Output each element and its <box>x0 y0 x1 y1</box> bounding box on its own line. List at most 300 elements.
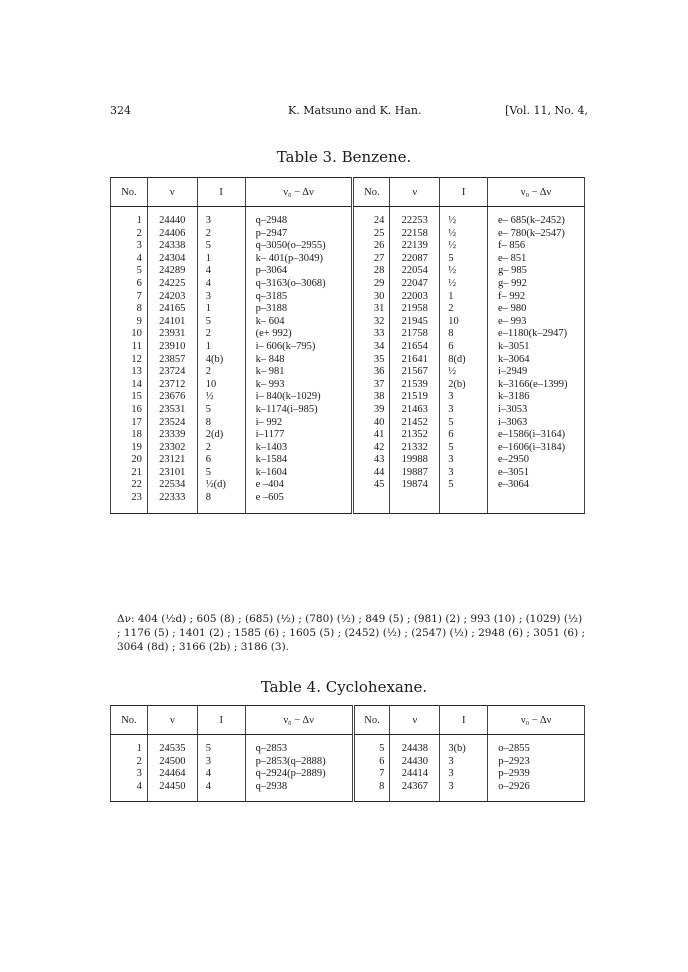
cell-intensity: 3 <box>440 391 488 404</box>
cell-no: 3 <box>111 240 148 253</box>
table-row <box>111 404 585 417</box>
cell-intensity: 2 <box>197 442 245 455</box>
cell-no: 4 <box>111 253 148 266</box>
cell-no: 14 <box>111 379 148 392</box>
cell-no: 22 <box>111 479 148 492</box>
cell-intensity: 8 <box>197 417 245 430</box>
cell-no: 12 <box>111 354 148 367</box>
cell-no: 29 <box>353 278 390 291</box>
cell-assignment: k– 993 <box>245 379 353 392</box>
empty-cell <box>488 793 585 802</box>
cell-assignment: i–3063 <box>488 417 585 430</box>
cell-intensity: 5 <box>197 743 245 756</box>
cell-wavenumber: 24101 <box>147 316 197 329</box>
col-header-i: I <box>197 178 245 207</box>
col-header-shift: ν₀ − Δν <box>245 178 353 207</box>
empty-cell <box>111 505 148 514</box>
cell-wavenumber: 19887 <box>390 467 440 480</box>
empty-cell <box>390 505 440 514</box>
empty-cell <box>245 793 353 802</box>
table-row <box>111 354 585 367</box>
cell-assignment: e–3051 <box>488 467 585 480</box>
table-row <box>111 265 585 278</box>
cell-assignment: k– 981 <box>245 366 353 379</box>
cell-intensity: 2 <box>197 328 245 341</box>
cell-wavenumber: 22087 <box>390 253 440 266</box>
empty-cell <box>147 793 197 802</box>
cell-intensity: 4(b) <box>197 354 245 367</box>
cell-intensity: 8 <box>440 328 488 341</box>
table-row <box>111 328 585 341</box>
cell-no: 17 <box>111 417 148 430</box>
cell-wavenumber: 24225 <box>147 278 197 291</box>
cell-assignment: i– 606(k–795) <box>245 341 353 354</box>
cell-wavenumber: 23724 <box>147 366 197 379</box>
cell-intensity: ½ <box>197 391 245 404</box>
table-row <box>111 240 585 253</box>
cell-wavenumber: 24406 <box>147 228 197 241</box>
cell-intensity: 5 <box>440 479 488 492</box>
cell-assignment: k–3064 <box>488 354 585 367</box>
empty-cell <box>353 793 390 802</box>
col-header-shift: ν₀ − Δν <box>488 178 585 207</box>
cell-wavenumber: 24304 <box>147 253 197 266</box>
cell-assignment: i– 840(k–1029) <box>245 391 353 404</box>
cell-no: 3 <box>111 768 148 781</box>
cell-wavenumber: 24289 <box>147 265 197 278</box>
cell-no: 20 <box>111 454 148 467</box>
cell-intensity: 2 <box>440 303 488 316</box>
cell-intensity: 2 <box>197 366 245 379</box>
empty-cell <box>440 735 488 744</box>
col-header-i: I <box>197 706 245 735</box>
cell-wavenumber: 21519 <box>390 391 440 404</box>
cell-wavenumber: 23121 <box>147 454 197 467</box>
cell-no: 23 <box>111 492 148 505</box>
col-header-nu: ν <box>147 706 197 735</box>
cell-assignment: e–1606(i–3184) <box>488 442 585 455</box>
cell-wavenumber: 23302 <box>147 442 197 455</box>
cell-assignment: q–2948 <box>245 215 353 228</box>
cell-intensity: 2 <box>197 228 245 241</box>
cell-no: 9 <box>111 316 148 329</box>
cell-assignment: p–2923 <box>488 756 585 769</box>
cell-no: 45 <box>353 479 390 492</box>
cell-no: 16 <box>111 404 148 417</box>
cell-no: 25 <box>353 228 390 241</box>
cell-intensity: ½(d) <box>197 479 245 492</box>
table-header-row <box>111 706 585 735</box>
empty-cell <box>440 207 488 216</box>
col-header-no: No. <box>111 178 148 207</box>
empty-cell <box>197 505 245 514</box>
table-row <box>111 291 585 304</box>
cell-wavenumber: 21641 <box>390 354 440 367</box>
cell-assignment: e– 685(k–2452) <box>488 215 585 228</box>
empty-cell <box>111 793 148 802</box>
cell-assignment: i– 992 <box>245 417 353 430</box>
table-end-row <box>111 793 585 802</box>
table-row <box>111 492 585 505</box>
empty-cell <box>440 505 488 514</box>
empty-cell <box>488 207 585 216</box>
cell-no: 33 <box>353 328 390 341</box>
cell-intensity: 5 <box>440 442 488 455</box>
cell-assignment: e– 993 <box>488 316 585 329</box>
col-header-no: No. <box>353 178 390 207</box>
col-header-shift: ν₀ − Δν <box>245 706 353 735</box>
cell-no: 35 <box>353 354 390 367</box>
col-header-no: No. <box>111 706 148 735</box>
cell-intensity: 1 <box>197 303 245 316</box>
volume-info: [Vol. 11, No. 4, <box>505 104 588 117</box>
table-row <box>111 366 585 379</box>
cell-intensity: 1 <box>440 291 488 304</box>
cell-intensity: 3 <box>440 756 488 769</box>
cell-intensity: 10 <box>440 316 488 329</box>
cell-intensity: ½ <box>440 215 488 228</box>
cell-no: 1 <box>111 215 148 228</box>
cell-wavenumber: 24464 <box>147 768 197 781</box>
table-header-row <box>111 178 585 207</box>
empty-cell <box>488 505 585 514</box>
table-spacer-row <box>111 735 585 744</box>
table-row <box>111 454 585 467</box>
cell-intensity: 10 <box>197 379 245 392</box>
cell-no: 5 <box>353 743 390 756</box>
cell-intensity: ½ <box>440 240 488 253</box>
cell-no: 32 <box>353 316 390 329</box>
cell-no: 2 <box>111 756 148 769</box>
cell-intensity: ½ <box>440 278 488 291</box>
cell-intensity <box>440 492 488 505</box>
cell-wavenumber: 21332 <box>390 442 440 455</box>
cell-wavenumber: 22158 <box>390 228 440 241</box>
cell-no: 7 <box>111 291 148 304</box>
page-number: 324 <box>110 104 131 117</box>
cell-wavenumber: 24203 <box>147 291 197 304</box>
table-row <box>111 429 585 442</box>
cell-assignment: q–3163(o–3068) <box>245 278 353 291</box>
cell-intensity: 4 <box>197 265 245 278</box>
empty-cell <box>111 735 148 744</box>
cell-wavenumber: 22003 <box>390 291 440 304</box>
cell-no: 8 <box>353 781 390 794</box>
cell-assignment: q–2938 <box>245 781 353 794</box>
cell-assignment: f– 992 <box>488 291 585 304</box>
cell-no: 43 <box>353 454 390 467</box>
cell-assignment: q–3185 <box>245 291 353 304</box>
cell-assignment: e–1586(i–3164) <box>488 429 585 442</box>
empty-cell <box>245 735 353 744</box>
cell-wavenumber: 21352 <box>390 429 440 442</box>
cell-no: 24 <box>353 215 390 228</box>
cell-assignment: o–2926 <box>488 781 585 794</box>
table-row <box>111 467 585 480</box>
table-row <box>111 341 585 354</box>
cell-assignment: g– 985 <box>488 265 585 278</box>
cell-no: 31 <box>353 303 390 316</box>
cell-wavenumber: 22253 <box>390 215 440 228</box>
cell-no <box>353 492 390 505</box>
cell-intensity: 3 <box>440 454 488 467</box>
cell-intensity: ½ <box>440 228 488 241</box>
cell-assignment: e– 851 <box>488 253 585 266</box>
table-row <box>111 756 585 769</box>
table-row <box>111 479 585 492</box>
cell-wavenumber: 19988 <box>390 454 440 467</box>
table-row <box>111 379 585 392</box>
cell-assignment: p–2939 <box>488 768 585 781</box>
cell-intensity: 5 <box>440 253 488 266</box>
cell-assignment: e–2950 <box>488 454 585 467</box>
cell-assignment: k–1584 <box>245 454 353 467</box>
empty-cell <box>147 735 197 744</box>
cell-no: 21 <box>111 467 148 480</box>
cell-no: 11 <box>111 341 148 354</box>
cell-no: 36 <box>353 366 390 379</box>
cell-wavenumber: 19874 <box>390 479 440 492</box>
cell-assignment: k– 848 <box>245 354 353 367</box>
cell-wavenumber: 23339 <box>147 429 197 442</box>
table-row <box>111 253 585 266</box>
cell-wavenumber: 23857 <box>147 354 197 367</box>
cell-no: 6 <box>111 278 148 291</box>
cell-wavenumber: 23524 <box>147 417 197 430</box>
cell-wavenumber: 24500 <box>147 756 197 769</box>
cell-assignment: q–2853 <box>245 743 353 756</box>
cell-intensity: 4 <box>197 768 245 781</box>
cell-intensity: ½ <box>440 265 488 278</box>
table-end-row <box>111 505 585 514</box>
cell-assignment: i–1177 <box>245 429 353 442</box>
table-row <box>111 442 585 455</box>
table-row <box>111 743 585 756</box>
cell-no: 4 <box>111 781 148 794</box>
cell-wavenumber: 22534 <box>147 479 197 492</box>
table3-caption: Table 3. Benzene. <box>276 148 412 166</box>
cell-intensity: 5 <box>197 404 245 417</box>
empty-cell <box>147 505 197 514</box>
cell-intensity: 2(b) <box>440 379 488 392</box>
cell-assignment: e –404 <box>245 479 353 492</box>
cell-intensity: 8(d) <box>440 354 488 367</box>
cell-no: 10 <box>111 328 148 341</box>
cell-intensity: 5 <box>197 240 245 253</box>
cell-wavenumber: 21654 <box>390 341 440 354</box>
cell-wavenumber: 23931 <box>147 328 197 341</box>
cell-no: 5 <box>111 265 148 278</box>
cell-intensity: 2(d) <box>197 429 245 442</box>
cell-assignment: k– 401(p–3049) <box>245 253 353 266</box>
cell-intensity: ½ <box>440 366 488 379</box>
cell-no: 18 <box>111 429 148 442</box>
empty-cell <box>245 207 353 216</box>
empty-cell <box>440 793 488 802</box>
cell-intensity: 3 <box>197 756 245 769</box>
cell-intensity: 4 <box>197 781 245 794</box>
empty-cell <box>390 207 440 216</box>
cell-wavenumber: 23712 <box>147 379 197 392</box>
table4-caption: Table 4. Cyclohexane. <box>260 678 428 696</box>
cell-intensity: 8 <box>197 492 245 505</box>
cell-intensity: 4 <box>197 278 245 291</box>
empty-cell <box>197 207 245 216</box>
cell-no: 26 <box>353 240 390 253</box>
cell-no: 41 <box>353 429 390 442</box>
cell-assignment: p–2853(q–2888) <box>245 756 353 769</box>
table-spacer-row <box>111 207 585 216</box>
cell-wavenumber <box>390 492 440 505</box>
empty-cell <box>197 793 245 802</box>
cell-intensity: 5 <box>197 467 245 480</box>
empty-cell <box>147 207 197 216</box>
cell-assignment: e–1180(k–2947) <box>488 328 585 341</box>
cell-assignment: k–1174(i–985) <box>245 404 353 417</box>
cell-no: 40 <box>353 417 390 430</box>
cell-no: 8 <box>111 303 148 316</box>
cell-assignment: p–3188 <box>245 303 353 316</box>
cell-wavenumber: 21945 <box>390 316 440 329</box>
table-row <box>111 215 585 228</box>
cell-no: 30 <box>353 291 390 304</box>
cell-assignment: (e+ 992) <box>245 328 353 341</box>
cell-no: 19 <box>111 442 148 455</box>
cell-wavenumber: 21567 <box>390 366 440 379</box>
cell-assignment: p–3064 <box>245 265 353 278</box>
cell-assignment: k– 604 <box>245 316 353 329</box>
cell-assignment: e –605 <box>245 492 353 505</box>
cell-wavenumber: 24165 <box>147 303 197 316</box>
empty-cell <box>353 735 390 744</box>
cell-no: 37 <box>353 379 390 392</box>
cell-assignment: q–2924(p–2889) <box>245 768 353 781</box>
cell-assignment: k–3166(e–1399) <box>488 379 585 392</box>
cell-no: 42 <box>353 442 390 455</box>
empty-cell <box>353 207 390 216</box>
cell-wavenumber: 23101 <box>147 467 197 480</box>
col-header-nu: ν <box>390 178 440 207</box>
cell-wavenumber: 24440 <box>147 215 197 228</box>
table-row <box>111 278 585 291</box>
cell-assignment: e– 780(k–2547) <box>488 228 585 241</box>
cyclohexane-table <box>110 705 585 802</box>
cell-wavenumber: 23676 <box>147 391 197 404</box>
cell-no: 27 <box>353 253 390 266</box>
cell-assignment: o–2855 <box>488 743 585 756</box>
cell-assignment: i–3053 <box>488 404 585 417</box>
cell-no: 2 <box>111 228 148 241</box>
cell-wavenumber: 22047 <box>390 278 440 291</box>
cell-assignment: k–3186 <box>488 391 585 404</box>
cell-intensity: 5 <box>440 417 488 430</box>
empty-cell <box>488 735 585 744</box>
cell-wavenumber: 24367 <box>390 781 440 794</box>
table-row <box>111 228 585 241</box>
empty-cell <box>197 735 245 744</box>
cell-intensity: 3 <box>440 781 488 794</box>
cell-wavenumber: 24450 <box>147 781 197 794</box>
cell-intensity: 3 <box>197 291 245 304</box>
col-header-shift: ν₀ − Δν <box>488 706 585 735</box>
empty-cell <box>353 505 390 514</box>
cell-no: 39 <box>353 404 390 417</box>
cell-assignment: f– 856 <box>488 240 585 253</box>
cell-no: 44 <box>353 467 390 480</box>
cell-assignment: q–3050(o–2955) <box>245 240 353 253</box>
table-row <box>111 417 585 430</box>
running-authors: K. Matsuno and K. Han. <box>288 104 422 117</box>
cell-intensity: 3 <box>197 215 245 228</box>
table-row <box>111 303 585 316</box>
cell-wavenumber: 21539 <box>390 379 440 392</box>
cell-wavenumber: 24438 <box>390 743 440 756</box>
benzene-table <box>110 177 585 514</box>
cell-intensity: 3 <box>440 768 488 781</box>
cell-wavenumber: 21758 <box>390 328 440 341</box>
page-header <box>110 104 588 120</box>
cell-no: 6 <box>353 756 390 769</box>
cell-assignment: p–2947 <box>245 228 353 241</box>
cell-intensity: 6 <box>440 429 488 442</box>
cell-no: 34 <box>353 341 390 354</box>
cell-no: 13 <box>111 366 148 379</box>
cell-intensity: 1 <box>197 341 245 354</box>
cell-no: 1 <box>111 743 148 756</box>
col-header-nu: ν <box>390 706 440 735</box>
cell-assignment: k–1604 <box>245 467 353 480</box>
cell-wavenumber: 22054 <box>390 265 440 278</box>
cell-wavenumber: 21958 <box>390 303 440 316</box>
cell-intensity: 1 <box>197 253 245 266</box>
cell-assignment: e–3064 <box>488 479 585 492</box>
col-header-no: No. <box>353 706 390 735</box>
cell-wavenumber: 23531 <box>147 404 197 417</box>
table-row <box>111 316 585 329</box>
cell-wavenumber: 24430 <box>390 756 440 769</box>
cell-wavenumber: 21463 <box>390 404 440 417</box>
cell-wavenumber: 21452 <box>390 417 440 430</box>
cell-intensity: 3 <box>440 404 488 417</box>
cell-assignment: g– 992 <box>488 278 585 291</box>
cell-intensity: 3(b) <box>440 743 488 756</box>
cell-no: 7 <box>353 768 390 781</box>
table-row <box>111 781 585 794</box>
col-header-i: I <box>440 706 488 735</box>
cell-wavenumber: 23910 <box>147 341 197 354</box>
empty-cell <box>390 793 440 802</box>
cell-no: 15 <box>111 391 148 404</box>
cell-no: 38 <box>353 391 390 404</box>
empty-cell <box>111 207 148 216</box>
table-row <box>111 391 585 404</box>
delta-nu-summary: Δν: 404 (½d) ; 605 (8) ; (685) (½) ; (780) (½) ; 849 (5) ; (981) (2) ; 993 (10) ; (1029) (½) ; 1176 (5) ; 1401 (2) ; 1585 (6) ; 1605 (5) ; (2452) (½) ; (2547) (½) ; 2948 (6) ; 3051 (6) ; 3064 (8d) ; 3166 (2b) ; 3186 (3). <box>117 613 586 653</box>
cell-wavenumber: 24414 <box>390 768 440 781</box>
cell-assignment: k–3051 <box>488 341 585 354</box>
cell-wavenumber: 22333 <box>147 492 197 505</box>
empty-cell <box>245 505 353 514</box>
col-header-i: I <box>440 178 488 207</box>
cell-assignment: i–2949 <box>488 366 585 379</box>
table-row <box>111 768 585 781</box>
cell-intensity: 6 <box>197 454 245 467</box>
col-header-nu: ν <box>147 178 197 207</box>
cell-intensity: 3 <box>440 467 488 480</box>
cell-assignment <box>488 492 585 505</box>
cell-intensity: 6 <box>440 341 488 354</box>
cell-assignment: e– 980 <box>488 303 585 316</box>
cell-no: 28 <box>353 265 390 278</box>
